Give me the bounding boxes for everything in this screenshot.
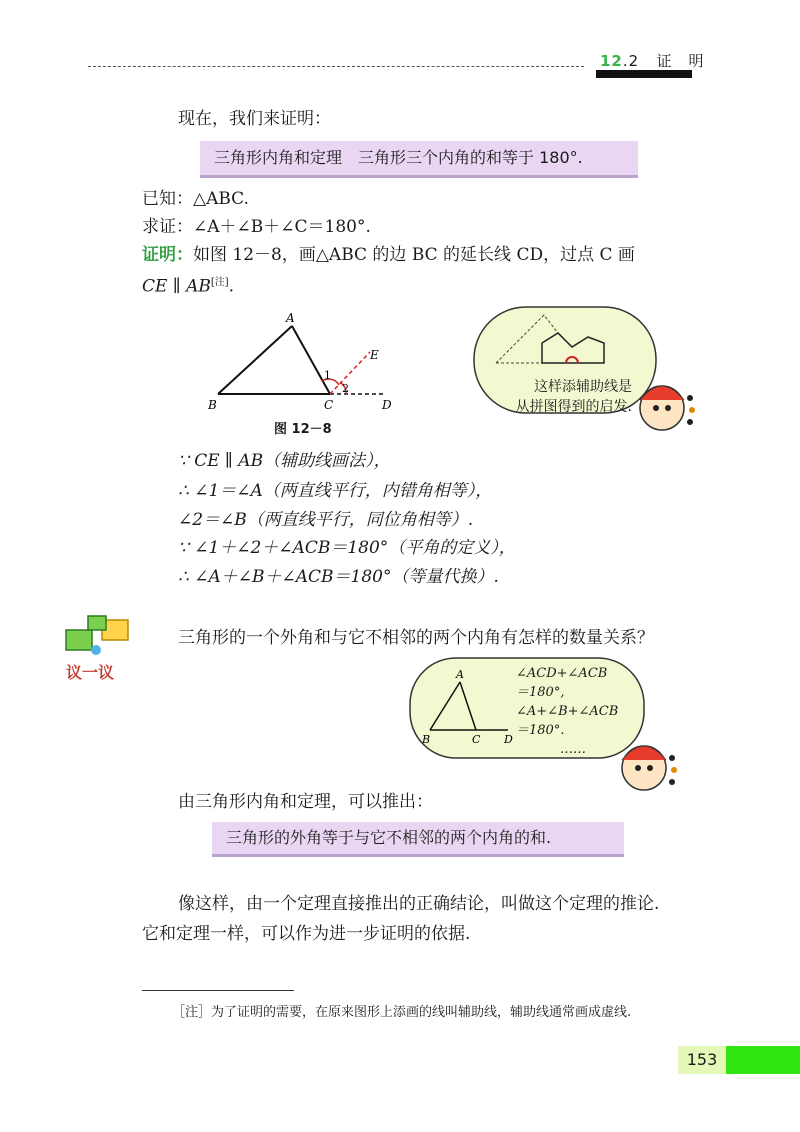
proof-line1-text: 如图 12－8，画△ABC 的边 BC 的延长线 CD，过点 C 画: [193, 245, 635, 265]
header-bar: [596, 70, 692, 78]
discuss-question: 三角形的一个外角和与它不相邻的两个内角有怎样的数量关系？: [178, 628, 654, 648]
intro-text: 现在，我们来证明：: [178, 109, 331, 129]
given-text: 已知：△ABC.: [142, 189, 249, 209]
derive-text: 由三角形内角和定理，可以推出：: [178, 792, 433, 812]
mascot-dot: [669, 779, 675, 785]
label-d: D: [504, 733, 513, 746]
footnote-rule: [142, 990, 294, 991]
mascot-eye-right: [665, 405, 671, 411]
mascot-eye-left: [653, 405, 659, 411]
proof-step: ∵ ∠1＋∠2＋∠ACB＝180°（平角的定义），: [178, 538, 516, 558]
section-suffix: .2: [622, 52, 640, 70]
side-ab: [218, 326, 292, 394]
monitor-left: [66, 630, 92, 650]
label-c: C: [324, 398, 334, 412]
mascot-1: [636, 370, 700, 440]
mascot-eye-right: [647, 765, 653, 771]
proof-line1: [142, 243, 635, 267]
hint-line2: 从拼图得到的启发.: [515, 399, 632, 415]
proof-line2-end: .: [228, 276, 235, 297]
mascot-dot: [689, 407, 695, 413]
page-number: 153: [686, 1050, 718, 1069]
theorem-box: 三角形内角和定理 三角形三个内角的和等于 180°.: [200, 141, 638, 178]
reasoning-line: ＝180°,: [516, 685, 565, 700]
label-c: C: [472, 733, 481, 746]
label-angle1: 1: [324, 369, 331, 382]
proof-line2: [142, 271, 234, 299]
label-b: B: [208, 398, 217, 412]
proof-line2-text: CE ∥ AB: [142, 276, 211, 297]
section-title: 证 明: [656, 52, 705, 70]
proof-step: ∵ CE ∥ AB（辅助线画法），: [178, 451, 391, 471]
label-b: B: [422, 733, 431, 746]
mascot-2: [618, 730, 682, 800]
discuss-icon: [58, 612, 138, 664]
prove-text: 求证：∠A＋∠B＋∠C＝180°.: [142, 217, 371, 237]
label-e: E: [370, 348, 379, 362]
section-number: 12: [600, 52, 623, 70]
discuss-label: 议一议: [66, 663, 115, 682]
footnote: ［注］为了证明的需要，在原来图形上添画的线叫辅助线，辅助线通常画成虚线.: [172, 1005, 632, 1020]
side-ac: [292, 326, 330, 394]
reasoning-line: ……: [560, 742, 586, 757]
triangle-figure: [200, 306, 410, 436]
mascot-eye-left: [635, 765, 641, 771]
label-a: A: [456, 668, 464, 681]
mascot-dot: [671, 767, 677, 773]
proof-step: ∴ ∠1＝∠A（两直线平行，内错角相等），: [178, 481, 493, 501]
proof-step: ∴ ∠A＋∠B＋∠ACB＝180°（等量代换）.: [178, 567, 499, 587]
mascot-dot: [669, 755, 675, 761]
hint-text: [490, 377, 632, 417]
mascot-hat: [640, 386, 684, 400]
conclusion-line2: 它和定理一样，可以作为进一步证明的依据.: [142, 924, 471, 944]
section-header: [600, 50, 705, 71]
user-dot: [91, 645, 101, 655]
auxiliary-line-ce: [330, 352, 370, 394]
exterior-angle-reasoning: [516, 664, 618, 759]
label-angle2: 2: [342, 382, 349, 395]
mascot-dot: [687, 419, 693, 425]
monitor-top: [88, 616, 106, 630]
header-dashed-rule: [88, 66, 584, 67]
mascot-hat: [622, 746, 666, 760]
page-number-bar: [726, 1046, 800, 1074]
mascot-dot: [687, 395, 693, 401]
hint-line1: 这样添辅助线是: [534, 379, 632, 395]
reasoning-line: ∠A+∠B+∠ACB: [516, 704, 619, 719]
conclusion-line1: 像这样，由一个定理直接推出的正确结论，叫做这个定理的推论.: [178, 894, 660, 914]
footnote-marker: [注]: [210, 277, 229, 288]
figure-caption: 图 12－8: [274, 422, 332, 437]
reasoning-line: ＝180°.: [516, 723, 565, 738]
corollary-box: 三角形的外角等于与它不相邻的两个内角的和.: [212, 822, 624, 857]
proof-label: 证明：: [142, 245, 193, 265]
proof-step: ∠2＝∠B（两直线平行，同位角相等）.: [178, 510, 474, 530]
label-a: A: [286, 311, 295, 325]
reasoning-line: ∠ACD+∠ACB: [516, 666, 608, 681]
label-d: D: [382, 398, 392, 412]
